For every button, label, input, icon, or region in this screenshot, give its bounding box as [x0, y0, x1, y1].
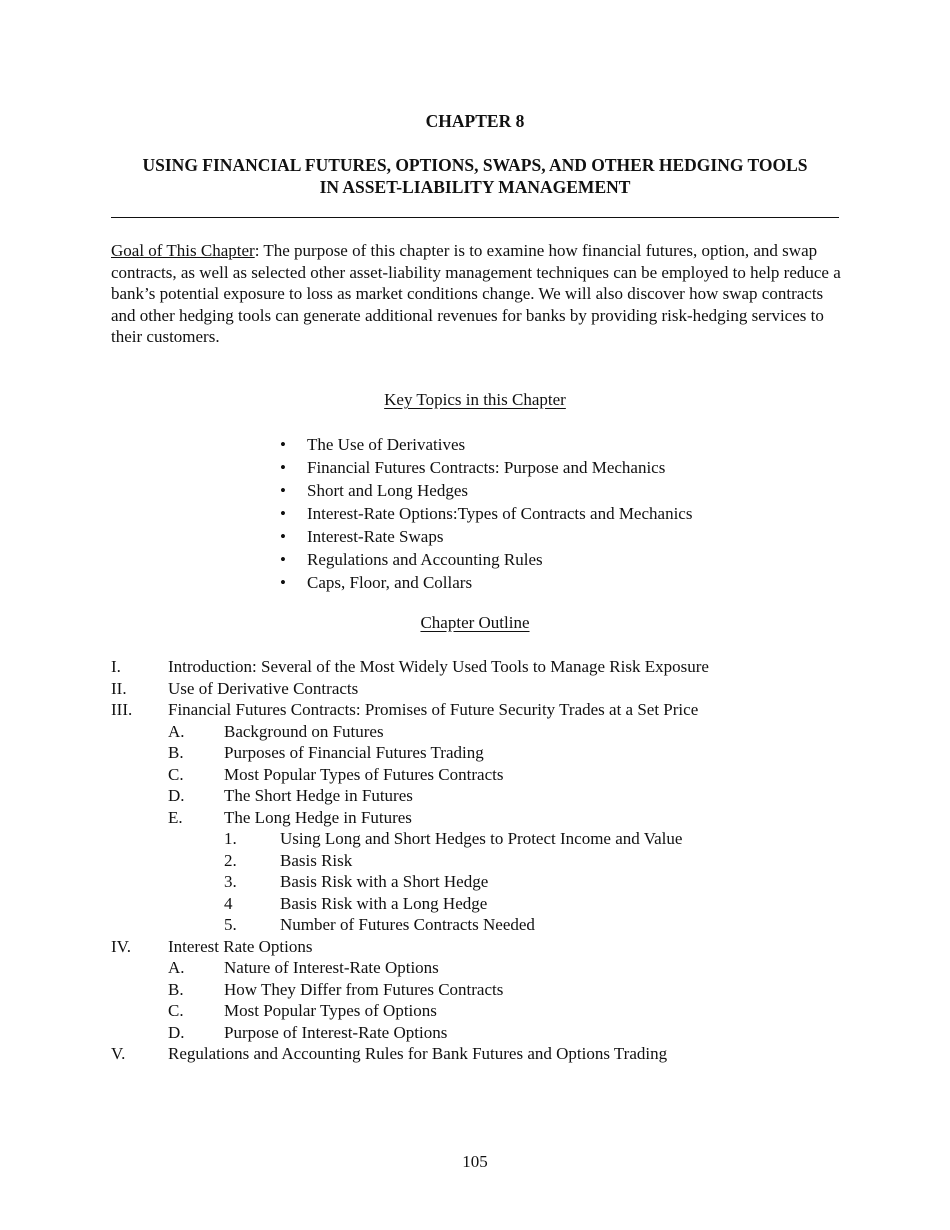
outline-number: II. — [111, 678, 127, 698]
outline-number: E. — [168, 807, 183, 827]
outline-text: Interest Rate Options — [168, 936, 313, 956]
key-topic-item: • Interest-Rate Swaps — [280, 527, 444, 546]
outline-text: Purposes of Financial Futures Trading — [224, 743, 484, 762]
outline-number: 5. — [224, 915, 237, 934]
outline-text: Nature of Interest-Rate Options — [224, 958, 439, 977]
chapter-outline — [0, 656, 950, 1065]
key-topics-heading: Key Topics in this Chapter — [384, 390, 566, 409]
outline-item — [0, 936, 950, 958]
goal-label: Goal of This Chapter — [111, 241, 255, 260]
outline-subitem — [0, 764, 950, 786]
chapter-number: CHAPTER 8 — [425, 111, 525, 131]
bullet-icon: • — [280, 573, 286, 592]
bullet-icon: • — [280, 481, 286, 500]
outline-text: The Long Hedge in Futures — [224, 807, 412, 827]
outline-item — [0, 699, 950, 721]
outline-number: A. — [168, 958, 185, 977]
outline-text: Use of Derivative Contracts — [168, 678, 359, 698]
title-divider — [111, 217, 839, 218]
outline-number: I. — [111, 657, 121, 676]
outline-number: D. — [168, 1022, 185, 1042]
outline-number: V. — [111, 1044, 126, 1063]
outline-subsubitem — [0, 893, 950, 915]
outline-number: 2. — [224, 850, 237, 870]
key-topic-item: • Short and Long Hedges — [280, 481, 469, 500]
outline-text: Basis Risk with a Short Hedge — [280, 872, 489, 891]
outline-item — [0, 678, 950, 700]
outline-number: B. — [168, 743, 184, 762]
outline-number: 4 — [224, 893, 233, 913]
outline-number: III. — [111, 700, 133, 719]
outline-number: 3. — [224, 872, 237, 891]
chapter-title-line-2: IN ASSET-LIABILITY MANAGEMENT — [319, 177, 631, 197]
key-topic-item: • Interest-Rate Options:Types of Contracts and Mechanics — [280, 504, 693, 523]
goal-paragraph — [111, 240, 841, 348]
outline-text: Purpose of Interest-Rate Options — [224, 1022, 448, 1042]
outline-item — [0, 656, 950, 678]
outline-text: Introduction: Several of the Most Widely Used Tools to Manage Risk Exposure — [168, 657, 709, 676]
bullet-icon: • — [280, 527, 286, 546]
outline-number: 1. — [224, 829, 237, 848]
outline-text: Most Popular Types of Options — [224, 1001, 437, 1020]
outline-text: Regulations and Accounting Rules for Bank Futures and Options Trading — [168, 1044, 668, 1063]
chapter-title-line-1: USING FINANCIAL FUTURES, OPTIONS, SWAPS, AND OTHER HEDGING TOOLS — [142, 155, 808, 175]
outline-subitem — [0, 957, 950, 979]
outline-subitem — [0, 721, 950, 743]
chapter-outline-heading: Chapter Outline — [420, 613, 530, 632]
outline-subitem — [0, 785, 950, 807]
outline-text: How They Differ from Futures Contracts — [224, 979, 504, 999]
outline-number: B. — [168, 979, 184, 999]
outline-subitem — [0, 807, 950, 829]
outline-subsubitem — [0, 850, 950, 872]
outline-number: A. — [168, 721, 185, 741]
outline-subitem — [0, 1000, 950, 1022]
key-topic-item: • Regulations and Accounting Rules — [280, 550, 543, 569]
outline-subitem — [0, 979, 950, 1001]
outline-subsubitem — [0, 914, 950, 936]
outline-text: Financial Futures Contracts: Promises of Future Security Trades at a Set Price — [168, 700, 699, 719]
outline-number: C. — [168, 1001, 184, 1020]
outline-text: Number of Futures Contracts Needed — [280, 915, 535, 934]
key-topic-item: • The Use of Derivatives — [280, 435, 466, 454]
bullet-icon: • — [280, 458, 286, 477]
outline-number: C. — [168, 764, 184, 784]
page-number: 105 — [462, 1152, 488, 1171]
outline-number: IV. — [111, 936, 131, 956]
outline-text: Most Popular Types of Futures Contracts — [224, 764, 504, 784]
key-topics-list — [280, 433, 692, 594]
bullet-icon: • — [280, 504, 286, 523]
chapter-title — [100, 154, 850, 198]
outline-item — [0, 1043, 950, 1065]
outline-number: D. — [168, 786, 185, 805]
outline-text: Background on Futures — [224, 721, 384, 741]
bullet-icon: • — [280, 550, 286, 569]
outline-subitem — [0, 1022, 950, 1044]
outline-text: Basis Risk with a Long Hedge — [280, 893, 488, 913]
key-topic-item: • Financial Futures Contracts: Purpose and Mechanics — [280, 458, 666, 477]
outline-subsubitem — [0, 828, 950, 850]
bullet-icon: • — [280, 435, 286, 454]
outline-text: The Short Hedge in Futures — [224, 786, 413, 805]
outline-text: Using Long and Short Hedges to Protect Income and Value — [280, 829, 683, 848]
outline-subsubitem — [0, 871, 950, 893]
outline-subitem — [0, 742, 950, 764]
outline-text: Basis Risk — [280, 850, 353, 870]
goal-text: : The purpose of this chapter is to examine how financial futures, option, and swap contracts, as well as selected other asset-liability management techniques can be employed to help reduce a bank’s potential exposure to loss as market conditions change. We will also discover how swap contracts and other hedging tools can generate additional revenues for banks by providing risk-hedging services to their customers. — [111, 241, 841, 346]
key-topic-item: • Caps, Floor, and Collars — [280, 573, 473, 592]
